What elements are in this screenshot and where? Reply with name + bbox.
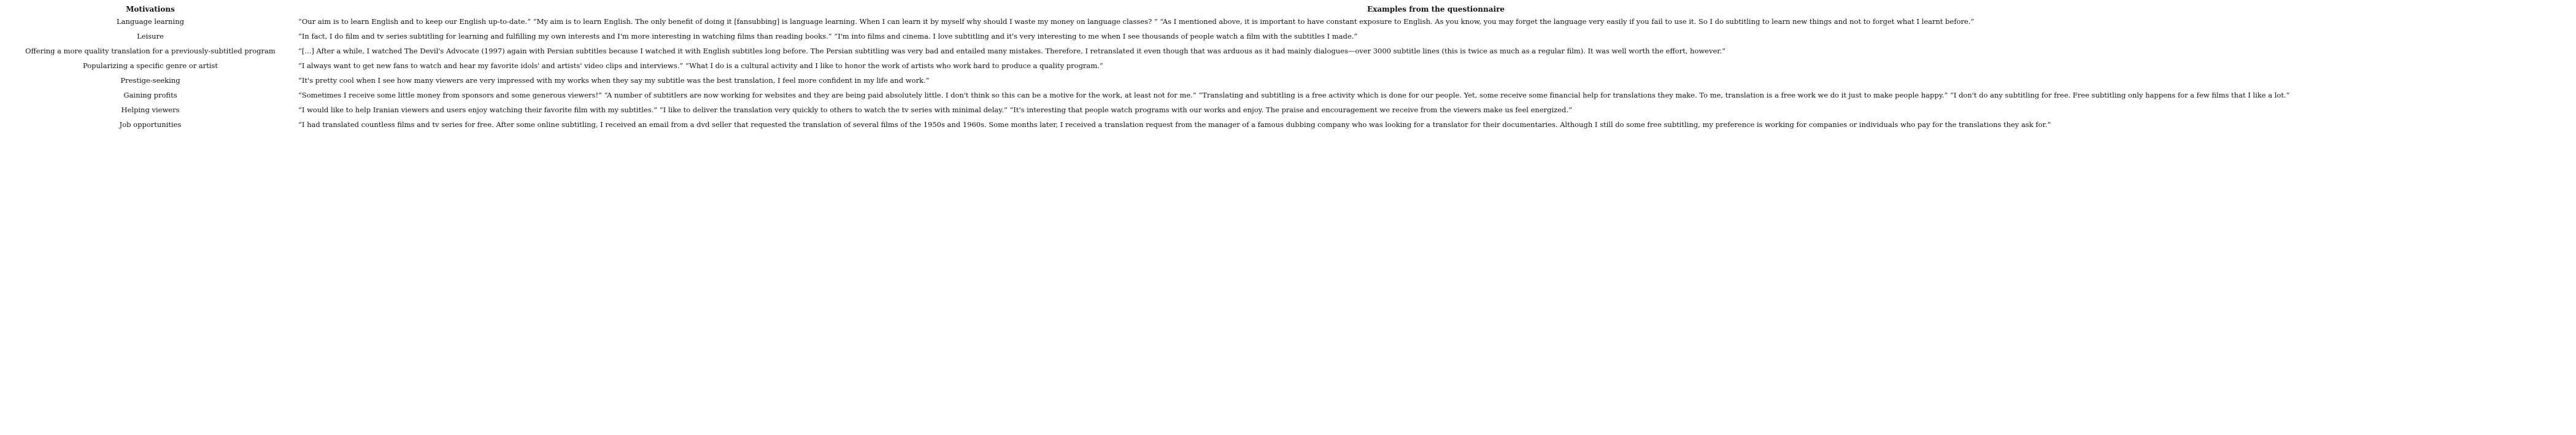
- motivation-cell: Prestige-seeking: [120, 76, 180, 85]
- table-row: [2, 45, 2574, 60]
- example-cell: “In fact, I do film and tv series subtitling for learning and fulfilling my own interests and I'm more interesting in watching films than reading books.” “I'm into films and cinema. I love subtitling and it's very interesting to me when I see thousands of people watch a film with the subtitles I made.”: [298, 32, 1358, 40]
- example-cell: “Our aim is to learn English and to keep our English up-to-date.” “My aim is to learn English. The only benefit of doing it [fansubbing] is language learning. When I can learn it by myself why should I waste my money on language classes? ” “As I mentioned above, it is important to have constant exposure to English. As you know, you may forget the language very easily if you fail to use it. So I do subtitling to learn new things and not to forget what I learnt before.”: [298, 17, 1975, 26]
- motivation-cell: Popularizing a specific genre or artist: [82, 61, 218, 70]
- table-row: [2, 60, 2574, 75]
- header-examples: Examples from the questionnaire: [1367, 5, 1505, 13]
- example-cell: “It's pretty cool when I see how many viewers are very impressed with my works when they say my subtitle was the best translation, I feel more confident in my life and work.”: [298, 76, 930, 85]
- motivation-cell: Gaining profits: [123, 91, 177, 99]
- header-motivations: Motivations: [126, 5, 175, 13]
- motivation-cell: Leisure: [137, 32, 164, 40]
- example-cell: “I would like to help Iranian viewers and users enjoy watching their favorite film with my subtitles.” “I like to deliver the translation very quickly to others to watch the tv series with minimal delay.” “It's interesting that people watch programs with our works and enjoy. The praise and encouragement we receive from the viewers make us feel energized.”: [298, 106, 1572, 114]
- table-row: [2, 75, 2574, 90]
- table-row: [2, 16, 2574, 31]
- example-cell: “[...] After a while, I watched The Devil's Advocate (1997) again with Persian subtitles because I watched it with English subtitles long before. The Persian subtitling was very bad and entailed many mistakes. Therefore, I retranslated it even though that was arduous as it had mainly dialogues—over 3000 subtitle lines (this is twice as much as a regular film). It was well worth the effort, however.”: [298, 47, 1726, 55]
- motivation-cell: Language learning: [116, 17, 185, 26]
- table-row: [2, 104, 2574, 119]
- table-row: [2, 119, 2574, 134]
- motivation-cell: Offering a more quality translation for a previously-subtitled program: [25, 47, 276, 55]
- motivation-cell: Helping viewers: [121, 106, 180, 114]
- example-cell: “I had translated countless films and tv series for free. After some online subtitling, I received an email from a dvd seller that requested the translation of several films of the 1950s and 1960s. Some months later, I received a translation request from the manager of a famous dubbing company who was looking for a translator for their documentaries. Although I still do some free subtitling, my preference is working for companies or individuals who pay for the translations they ask for.”: [298, 120, 2051, 129]
- example-cell: “Sometimes I receive some little money from sponsors and some generous viewers!” “A number of subtitlers are now working for websites and they are being paid absolutely little. I don't think so this can be a motive for the work, at least not for me.” “Translating and subtitling is a free activity which is done for our people. Yet, some receive some financial help for translations they make. To me, translation is a free work we do it just to make people happy.” “I don't do any subtitling for free. Free subtitling only happens for a few films that I like a lot.”: [298, 91, 2290, 99]
- table-header-row: [2, 4, 2574, 16]
- table-row: [2, 90, 2574, 104]
- motivations-table: [2, 4, 2574, 134]
- motivation-cell: Job opportunities: [119, 120, 182, 129]
- motivations-table-container: [2, 4, 2574, 134]
- table-row: [2, 31, 2574, 45]
- example-cell: “I always want to get new fans to watch and hear my favorite idols' and artists' video clips and interviews.” “What I do is a cultural activity and I like to honor the work of artists who work hard to produce a quality program.”: [298, 61, 1103, 70]
